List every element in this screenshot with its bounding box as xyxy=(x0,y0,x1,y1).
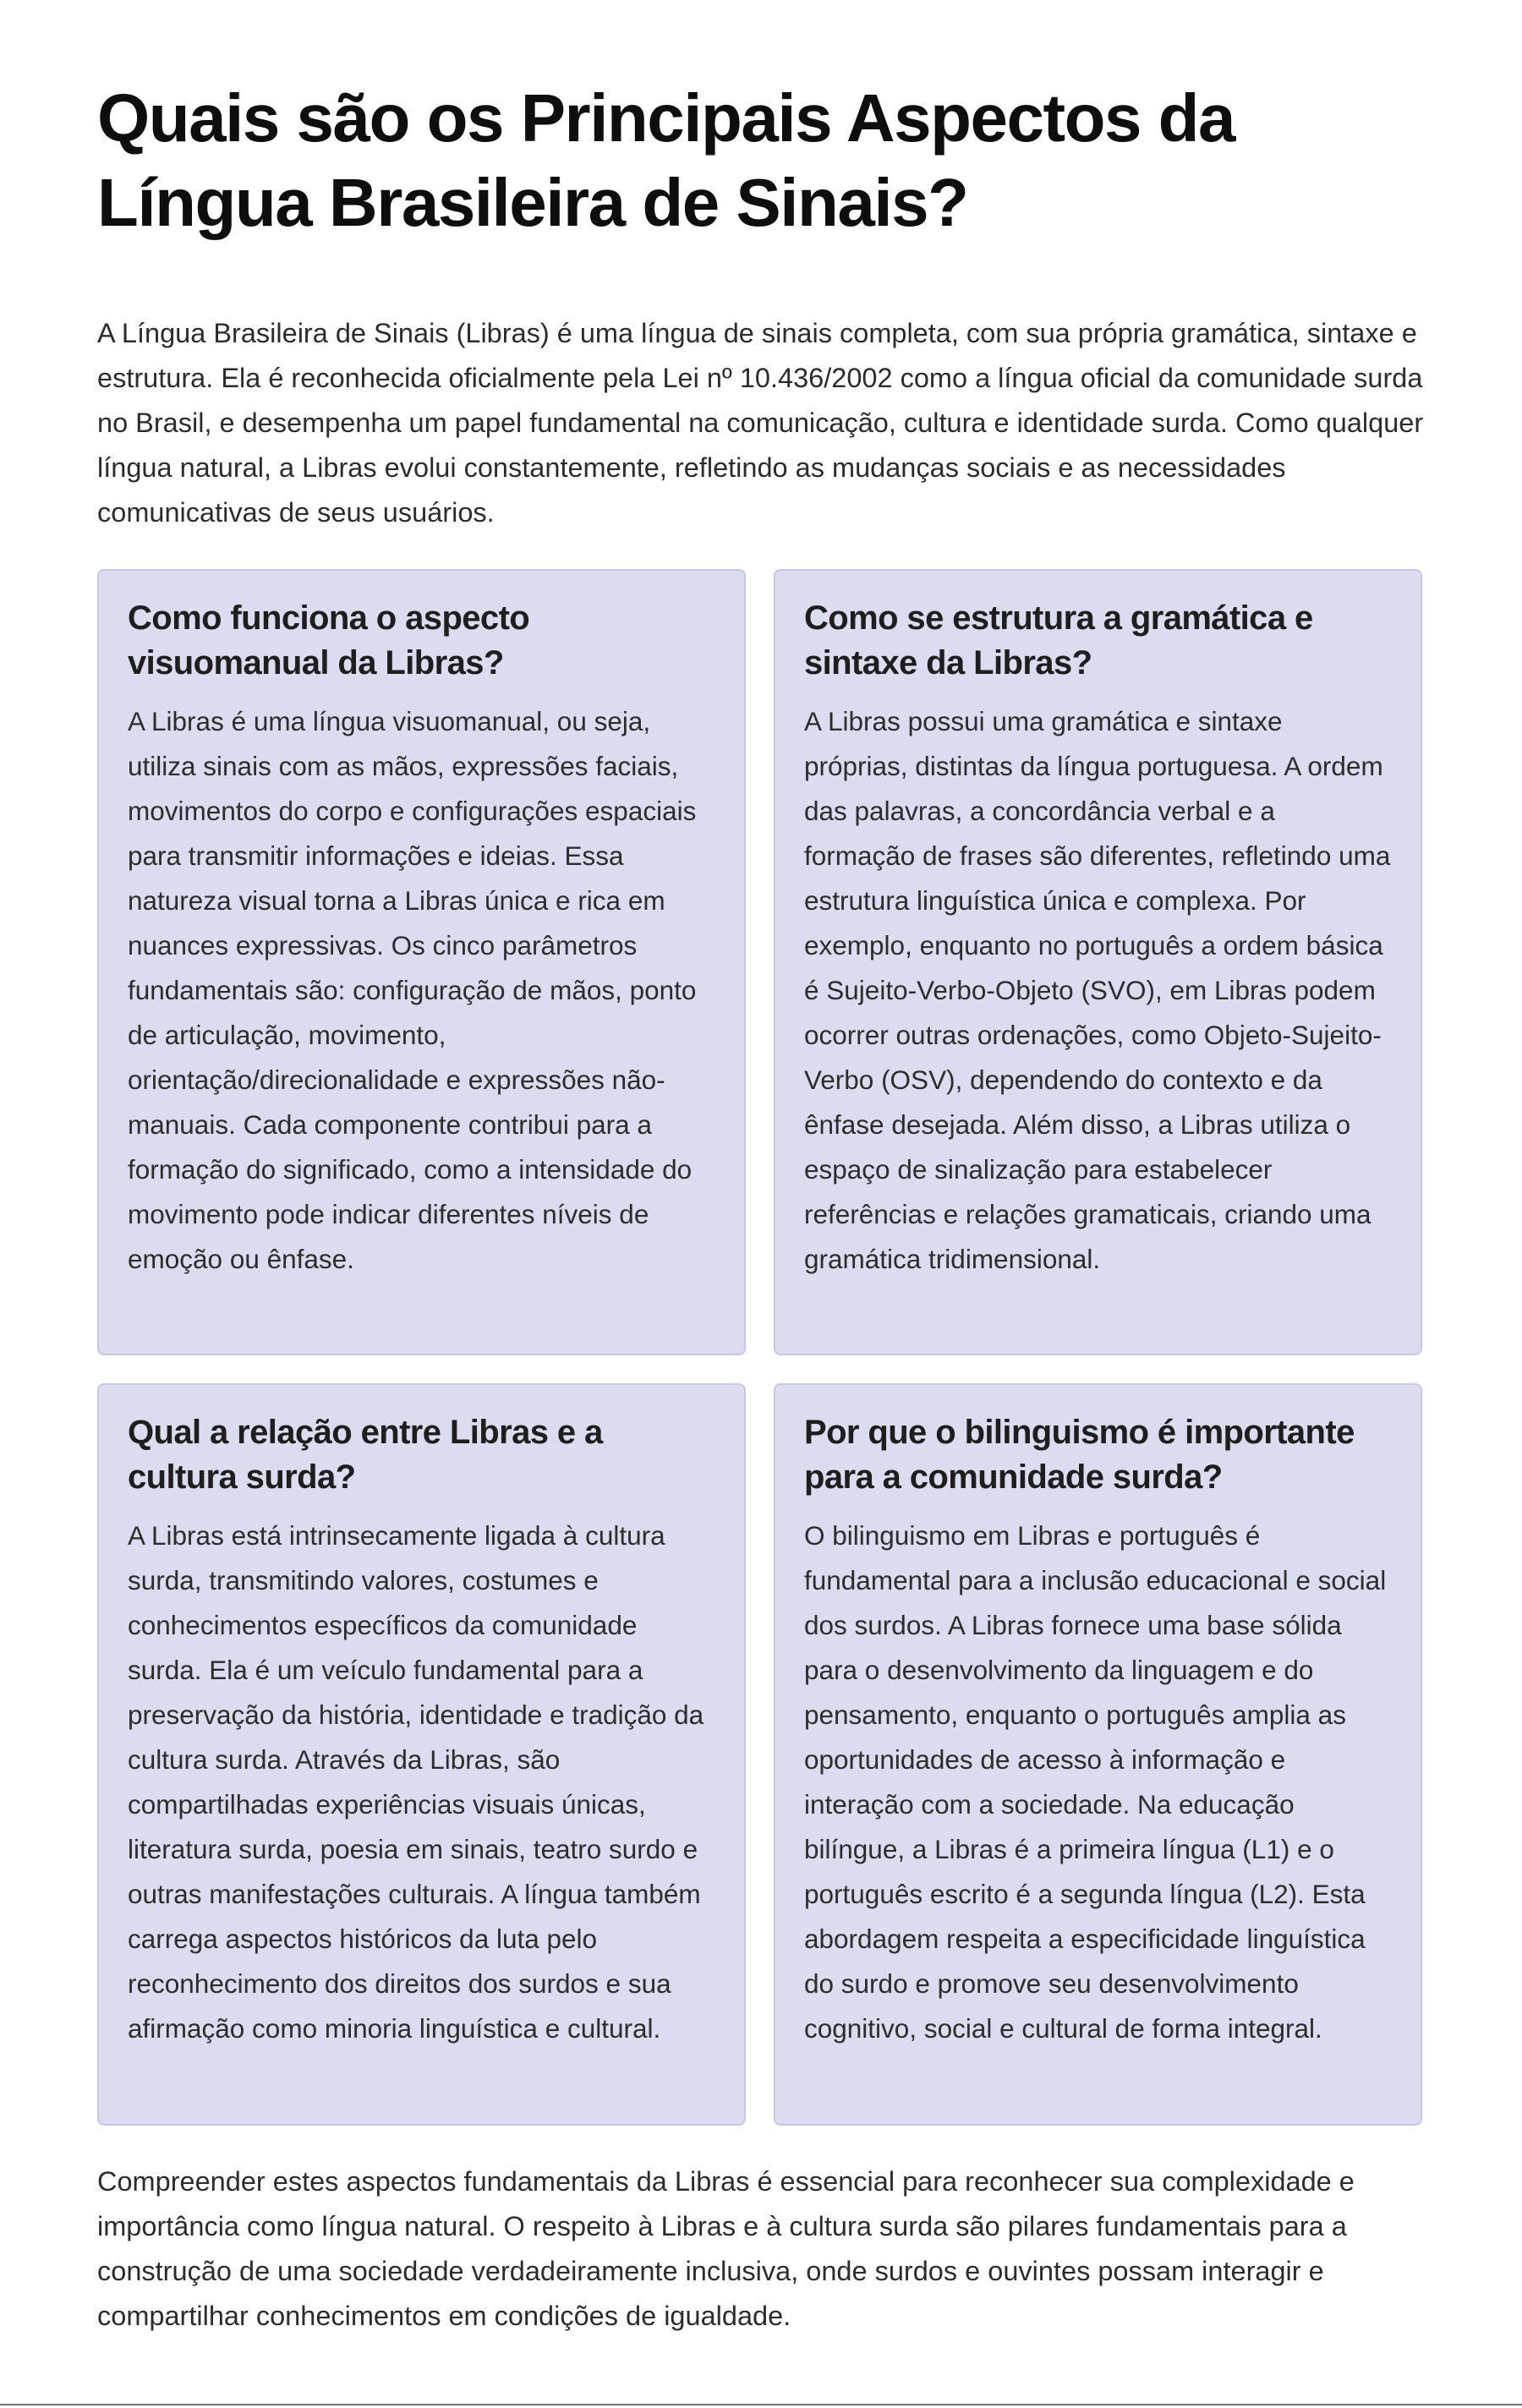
card-body: A Libras é uma língua visuomanual, ou seja, utiliza sinais com as mãos, expressões faciais, movimentos do corpo e configurações espaciais para transmitir informações e ideias. Essa natureza visual torna a Libras única e rica em nuances expressivas. Os cinco parâmetros fundamentais são: configuração de mãos, ponto de articulação, movimento, orientação/direcionalidade e expressões não-manuais. Cada componente contribui para a formação do significado, como a intensidade do movimento pode indicar diferentes níveis de emoção ou ênfase. xyxy=(128,706,697,1274)
card-visuomanual xyxy=(97,569,746,1355)
card-body: A Libras está intrinsecamente ligada à cultura surda, transmitindo valores, costumes e conhecimentos específicos da comunidade surda. Ela é um veículo fundamental para a preservação da história, identidade e tradição da cultura surda. Através da Libras, são compartilhadas experiências visuais únicas, literatura surda, poesia em sinais, teatro surdo e outras manifestações culturais. A língua também carrega aspectos históricos da luta pelo reconhecimento dos direitos dos surdos e sua afirmação como minoria linguística e cultural. xyxy=(128,1520,704,2044)
bottom-divider xyxy=(0,2404,1522,2405)
document-page xyxy=(97,76,1425,2367)
intro-paragraph: A Língua Brasileira de Sinais (Libras) é uma língua de sinais completa, com sua própria gramática, sintaxe e estrutura. Ela é reconhecida oficialmente pela Lei nº 10.436/2002 como a língua oficial da comunidade surda no Brasil, e desempenha um papel fundamental na comunicação, cultura e identidade surda. Como qualquer língua natural, a Libras evolui constantemente, refletindo as mudanças sociais e as necessidades comunicativas de seus usuários. xyxy=(97,318,1424,528)
card-grammar-syntax xyxy=(774,569,1422,1355)
page-title: Quais são os Principais Aspectos da Língua Brasileira de Sinais? xyxy=(97,80,1235,240)
card-title: Por que o bilinguismo é importante para a comunidade surda? xyxy=(804,1414,1355,1496)
card-bilingualism xyxy=(774,1383,1422,2126)
card-deaf-culture xyxy=(97,1383,746,2126)
card-body: O bilinguismo em Libras e português é fundamental para a inclusão educacional e social dos surdos. A Libras fornece uma base sólida para o desenvolvimento da linguagem e do pensamento, enquanto o português amplia as oportunidades de acesso à informação e interação com a sociedade. Na educação bilíngue, a Libras é a primeira língua (L1) e o português escrito é a segunda língua (L2). Esta abordagem respeita a especificidade linguística do surdo e promove seu desenvolvimento cognitivo, social e cultural de forma integral. xyxy=(804,1520,1387,2044)
card-title: Qual a relação entre Libras e a cultura surda? xyxy=(128,1414,603,1496)
card-title: Como funciona o aspecto visuomanual da Libras? xyxy=(128,599,530,681)
cards-grid xyxy=(97,569,1425,2126)
closing-paragraph: Compreender estes aspectos fundamentais da Libras é essencial para reconhecer sua complexidade e importância como língua natural. O respeito à Libras e à cultura surda são pilares fundamentais para a construção de uma sociedade verdadeiramente inclusiva, onde surdos e ouvintes possam interagir e compartilhar conhecimentos em condições de igualdade. xyxy=(97,2166,1355,2331)
card-body: A Libras possui uma gramática e sintaxe próprias, distintas da língua portuguesa. A ordem das palavras, a concordância verbal e a formação de frases são diferentes, refletindo uma estrutura linguística única e complexa. Por exemplo, enquanto no português a ordem básica é Sujeito-Verbo-Objeto (SVO), em Libras podem ocorrer outras ordenações, como Objeto-Sujeito-Verbo (OSV), dependendo do contexto e da ênfase desejada. Além disso, a Libras utiliza o espaço de sinalização para estabelecer referências e relações gramaticais, criando uma gramática tridimensional. xyxy=(804,706,1391,1274)
card-title: Como se estrutura a gramática e sintaxe da Libras? xyxy=(804,599,1313,681)
